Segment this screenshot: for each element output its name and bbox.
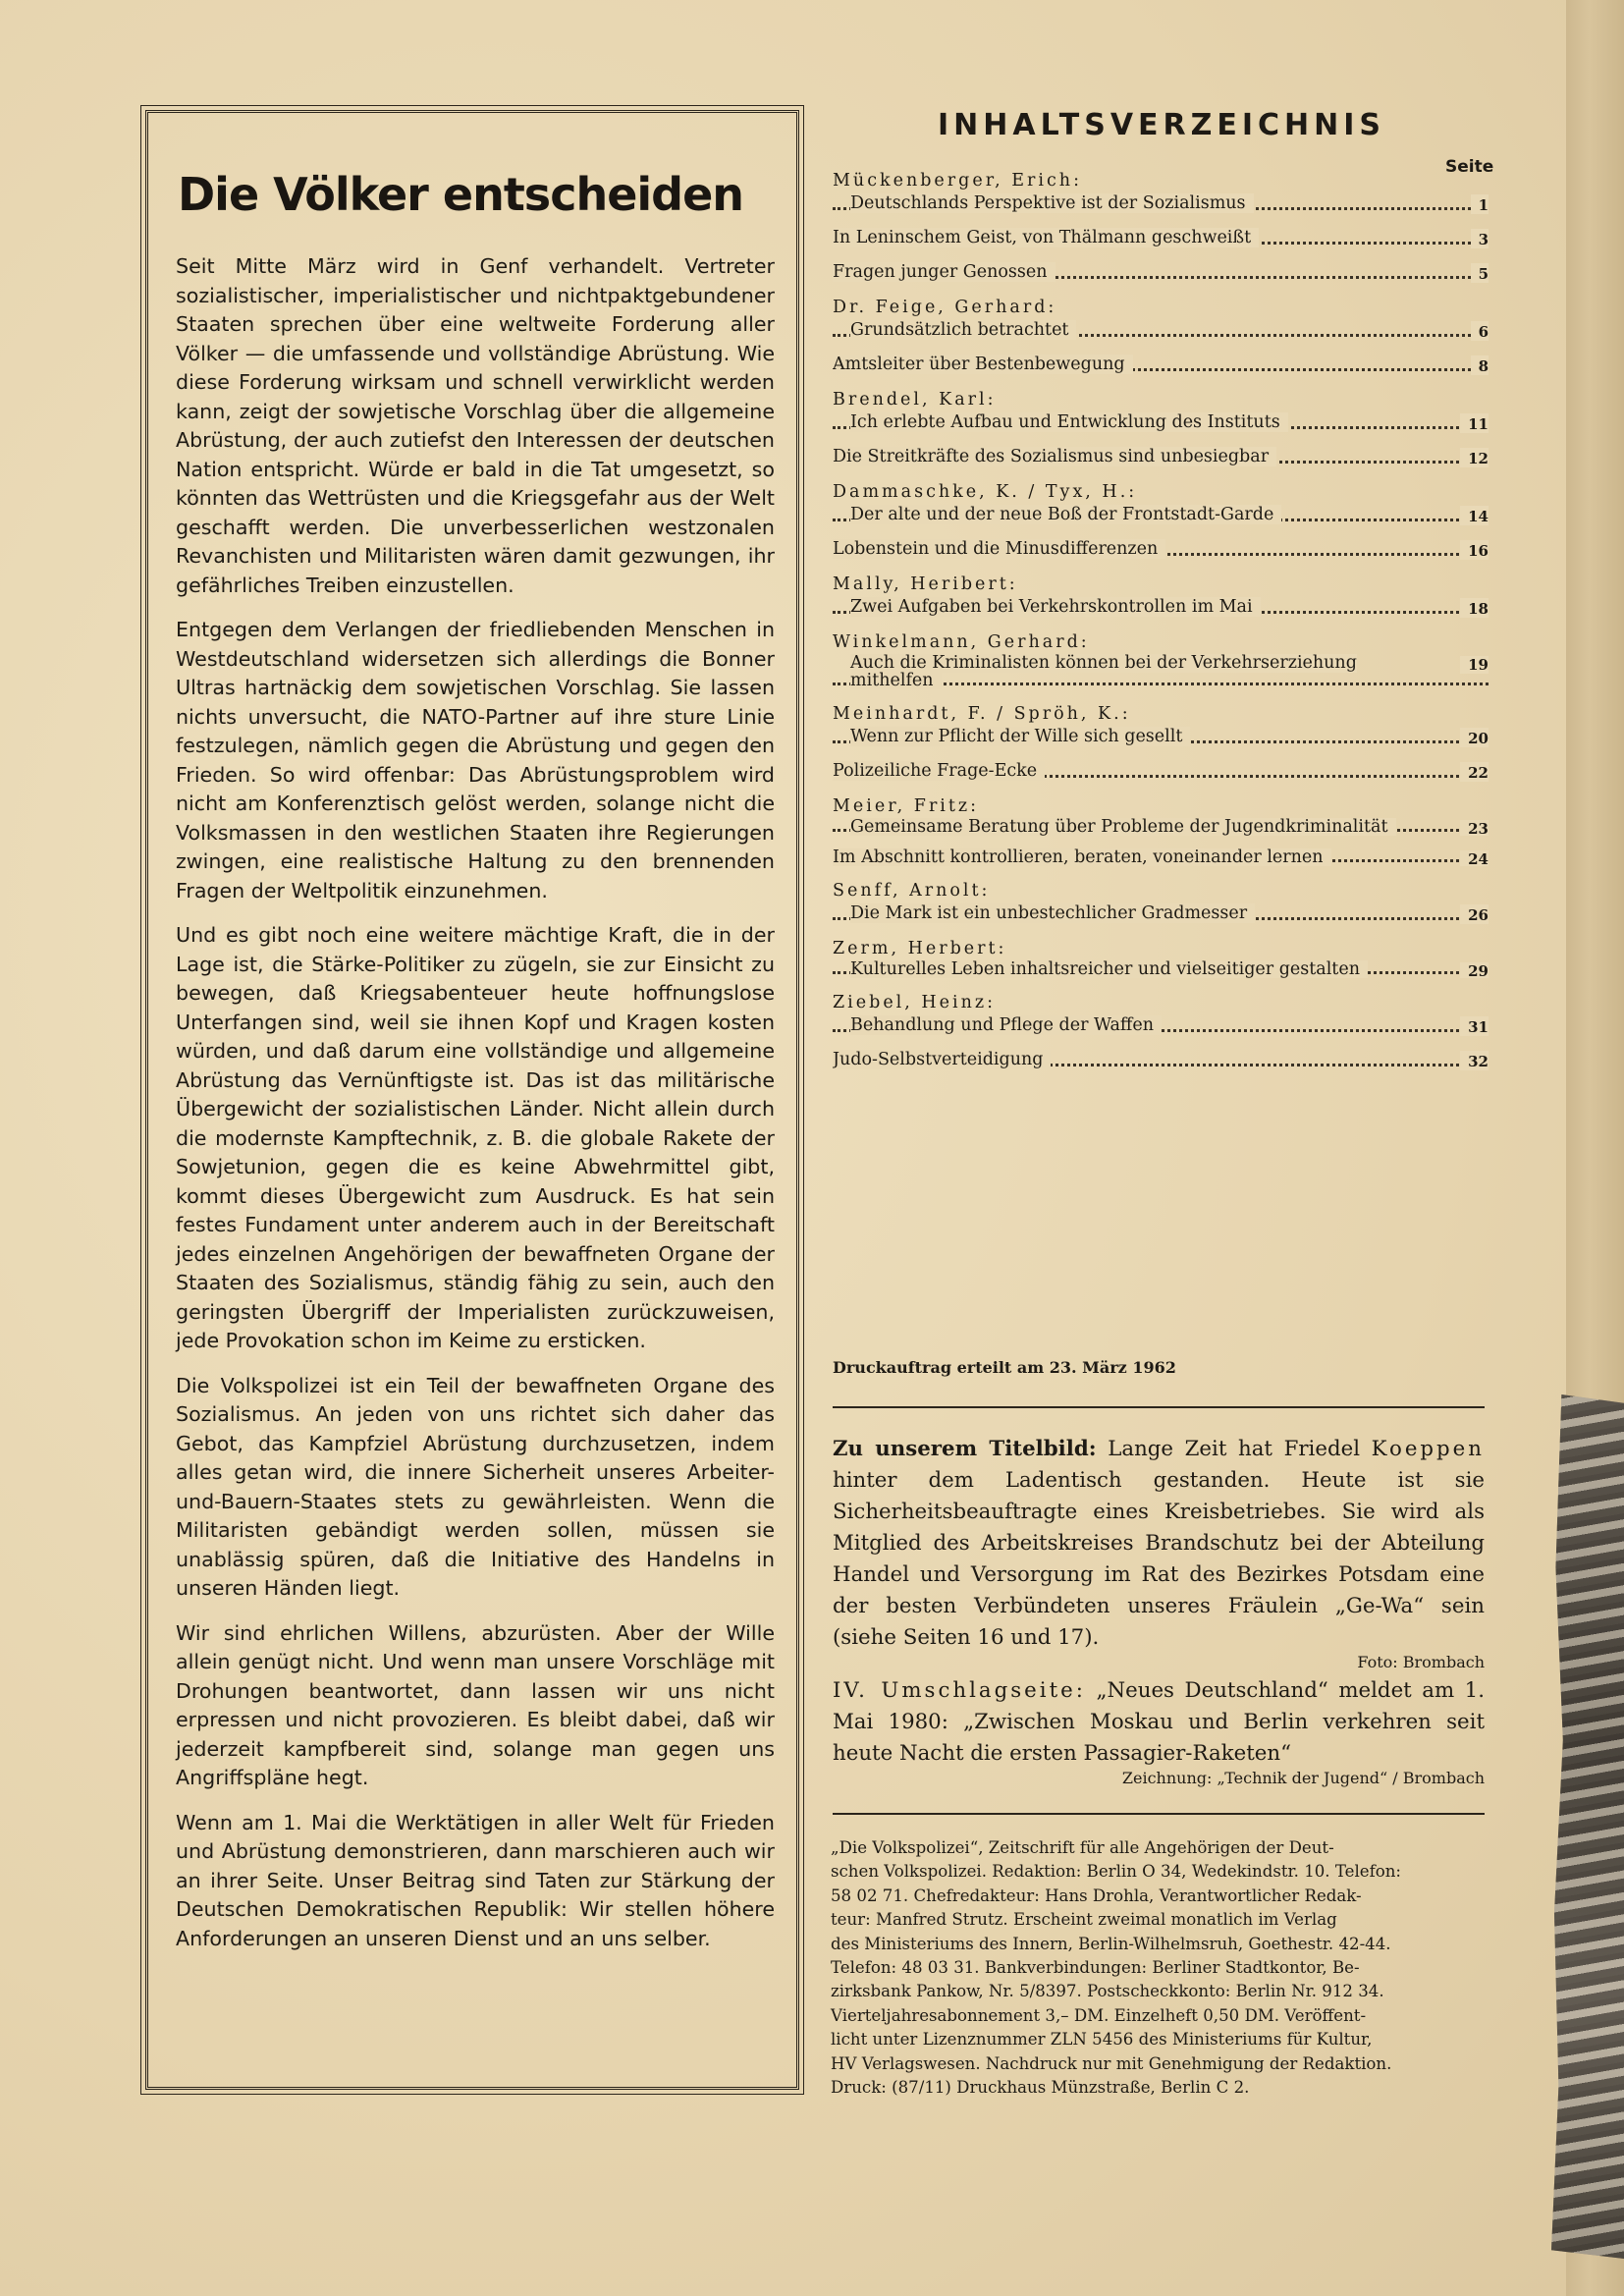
toc-entry-title: Fragen junger Genossen bbox=[833, 262, 1056, 282]
toc-title: INHALTSVERZEICHNIS bbox=[938, 108, 1386, 142]
toc-entry-line bbox=[833, 726, 1489, 747]
toc-entry-title: Grundsätzlich betrachtet bbox=[850, 320, 1076, 340]
toc-entry-page: 5 bbox=[1471, 263, 1489, 283]
imprint-line: licht unter Lizenznummer ZLN 5456 des Ministeriums für Kultur, bbox=[831, 2030, 1373, 2050]
toc-entry-author: Mückenberger, Erich: bbox=[833, 171, 1082, 191]
toc-entry-line bbox=[833, 818, 1489, 836]
toc-entry-line bbox=[833, 902, 1489, 924]
imprint-line: Vierteljahresabonnement 3,– DM. Einzelheft 0,50 DM. Veröffent- bbox=[831, 2005, 1367, 2025]
imprint bbox=[831, 1836, 1483, 2100]
toc-entry-line bbox=[833, 654, 1489, 689]
section-divider bbox=[833, 1813, 1485, 1815]
toc-entry bbox=[833, 227, 1489, 248]
toc-entry-page: 16 bbox=[1460, 540, 1489, 560]
imprint-line: Druck: (87/11) Druckhaus Münzstraße, Berlin C 2. bbox=[831, 2078, 1250, 2098]
imprint-line: „Die Volkspolizei“, Zeitschrift für alle Angehörigen der Deut- bbox=[831, 1838, 1334, 1857]
toc-entry bbox=[833, 354, 1489, 375]
photo-credit: Foto: Brombach bbox=[1357, 1653, 1485, 1671]
toc-entry bbox=[833, 1049, 1489, 1070]
toc-entry bbox=[833, 937, 1489, 978]
toc-entry bbox=[833, 538, 1489, 560]
toc-entry-author: Winkelmann, Gerhard: bbox=[833, 632, 1090, 652]
toc-entry-line bbox=[833, 1049, 1489, 1070]
toc-entry-line bbox=[833, 504, 1489, 525]
imprint-line: schen Volkspolizei. Redaktion: Berlin O 34, Wedekindstr. 10. Telefon: bbox=[831, 1862, 1401, 1882]
table-of-contents bbox=[833, 169, 1489, 1083]
toc-entry-page: 23 bbox=[1460, 820, 1489, 836]
cover-caption-text-cont: hinter dem Ladentisch gestanden. Heute ist sie Sicherheitsbeauftragte eines Kreisbetriebes. Sie wird als Mitglied des Arbeitskreises Brandschutz bei der Abteilung Handel und Versorgung im Rat des Bezirkes Potsdam eine der besten Verbündeten unseres Fräulein „Ge-Wa“ sein (siehe Seiten 16 und 17). bbox=[833, 1468, 1485, 1650]
imprint-line: teur: Manfred Strutz. Erscheint zweimal monatlich im Verlag bbox=[831, 1910, 1337, 1930]
cover-caption bbox=[833, 1434, 1485, 1654]
toc-entry bbox=[833, 991, 1489, 1036]
toc-entry-line bbox=[833, 1014, 1489, 1036]
imprint-line: HV Verlagswesen. Nachdruck nur mit Genehmigung der Redaktion. bbox=[831, 2053, 1392, 2073]
back-cover-heading: IV. Umschlagseite: bbox=[833, 1678, 1086, 1703]
imprint-line: 58 02 71. Chefredakteur: Hans Drohla, Verantwortlicher Redak- bbox=[831, 1886, 1362, 1905]
toc-entry-line bbox=[833, 354, 1489, 375]
toc-entry-author: Ziebel, Heinz: bbox=[833, 993, 996, 1012]
toc-entry-page: 12 bbox=[1460, 448, 1489, 467]
article-paragraph: Entgegen dem Verlangen der friedliebenden Menschen in Westdeutschland widersetzen sich allerdings die Bonner Ultras hartnäckig dem sowjetischen Vorschlag. Sie lassen nichts unversucht, die NATO-Partner auf ihre sture Linie festzulegen, nämlich gegen die Abrüstung und gegen den Frieden. So wird offenbar: Das Abrüstungsproblem wird nicht am Konferenztisch gelöst werden, solange nicht die Volksmassen in den westlichen Staaten ihre Regierungen zwingen, eine realistische Haltung zu den brennenden Fragen der Weltpolitik einzunehmen. bbox=[176, 618, 775, 902]
article-paragraph: Wir sind ehrlichen Willens, abzurüsten. Aber der Wille allein genügt nicht. Und wenn man unsere Vorschläge mit Drohungen beantwortet, dann lassen wir uns nicht erpressen und nicht provozieren. Es bleibt dabei, daß wir jederzeit kampfbereit sind, solange man gegen uns Angriffspläne hegt. bbox=[176, 1620, 775, 1789]
toc-entry bbox=[833, 573, 1489, 618]
toc-entry bbox=[833, 296, 1489, 341]
toc-entry-line bbox=[833, 538, 1489, 560]
toc-entry-title: Die Streitkräfte des Sozialismus sind unbesiegbar bbox=[833, 447, 1276, 466]
toc-entry-line bbox=[833, 319, 1489, 341]
toc-entry-page: 6 bbox=[1471, 321, 1489, 341]
toc-entry-line bbox=[833, 596, 1489, 618]
toc-entry bbox=[833, 446, 1489, 467]
toc-entry-title: Gemeinsame Beratung über Probleme der Jugendkriminalität bbox=[850, 818, 1396, 836]
imprint-line: zirksbank Pankow, Nr. 5/8397. Postscheckkonto: Berlin Nr. 912 34. bbox=[831, 1982, 1384, 2001]
toc-entry bbox=[833, 630, 1489, 689]
toc-entry-line bbox=[833, 848, 1489, 866]
cover-caption-text: Lange Zeit hat Friedel bbox=[1108, 1437, 1361, 1461]
toc-entry-title: Im Abschnitt kontrollieren, beraten, voneinander lernen bbox=[833, 848, 1331, 866]
section-divider bbox=[833, 1406, 1485, 1408]
toc-entry-page: 24 bbox=[1460, 850, 1489, 866]
toc-entry-title: Die Mark ist ein unbestechlicher Gradmesser bbox=[850, 903, 1255, 923]
toc-page-column-label: Seite bbox=[1445, 157, 1494, 177]
toc-entry-page: 22 bbox=[1460, 762, 1489, 782]
article-paragraph: Die Volkspolizei ist ein Teil der bewaffneten Organe des Sozialismus. An jeden von uns richtet sich daher das Gebot, das Kampfziel Abrüstung durchzusetzen, indem alles getan wird, die innere Sicherheit unseres Arbeiter- und-Bauern-Staates stets zu gewährleisten. Wenn die Militaristen gebändigt werden sollen, müssen sie unablässig spüren, daß die Initiative des Handelns in unseren Händen liegt. bbox=[176, 1373, 775, 1600]
toc-entry bbox=[833, 760, 1489, 782]
toc-entry-title: Wenn zur Pflicht der Wille sich gesellt bbox=[850, 727, 1190, 746]
toc-entry-line bbox=[833, 411, 1489, 433]
toc-entry-page: 29 bbox=[1460, 962, 1489, 978]
toc-entry-title: Judo-Selbstverteidigung bbox=[833, 1050, 1051, 1069]
article-paragraph: Wenn am 1. Mai die Werktätigen in aller Welt für Frieden und Abrüstung demonstrieren, dann marschieren auch wir an ihrer Seite. Unser Beitrag sind Taten zur Stärkung der Deutschen Demokratischen Republik: Wir stellen höhere Anforderungen an unseren Dienst und an uns selber. bbox=[176, 1810, 775, 1950]
toc-entry-line bbox=[833, 960, 1489, 978]
toc-entry-line bbox=[833, 446, 1489, 467]
cover-notes bbox=[833, 1434, 1485, 1791]
article-title: Die Völker entscheiden bbox=[178, 168, 744, 221]
back-cover-note bbox=[833, 1675, 1485, 1770]
toc-entry-title: Deutschlands Perspektive ist der Sozialismus bbox=[850, 193, 1254, 213]
toc-entry-page: 26 bbox=[1460, 904, 1489, 924]
toc-entry-title: Der alte und der neue Boß der Frontstadt-Garde bbox=[850, 505, 1281, 524]
toc-entry-line bbox=[833, 192, 1489, 214]
print-order-note: Druckauftrag erteilt am 23. März 1962 bbox=[833, 1358, 1176, 1377]
toc-entry-author: Dr. Feige, Gerhard: bbox=[833, 298, 1057, 317]
toc-entry-title: Ich erlebte Aufbau und Entwicklung des Instituts bbox=[850, 412, 1288, 432]
imprint-line: des Ministeriums des Innern, Berlin-Wilhelmsruh, Goethestr. 42-44. bbox=[831, 1934, 1391, 1953]
toc-entry-title: Auch die Kriminalisten können bei der Verkehrserziehung mithelfen bbox=[850, 654, 1357, 689]
toc-entry-page: 18 bbox=[1460, 598, 1489, 618]
article-paragraph: Und es gibt noch eine weitere mächtige Kraft, die in der Lage ist, die Stärke-Politiker zu zügeln, sie zur Einsicht zu bewegen, daß Kriegsabenteuer heute hoffnungslose Unterfangen sind, weil sie ihnen Kopf und Kragen kosten würden, und daß darum eine vollständige und allgemeine Abrüstung das Vernünftigste ist. Das ist das militärische Übergewicht der sozialistischen Länder. Nicht allein durch die modernste Kampftechnik, z. B. die globale Rakete der Sowjetunion, gegen die es keine Abwehrmittel gibt, kommt dieses Übergewicht zum Ausdruck. Es hat sein festes Fundament unter anderem auch in der Bereitschaft jedes einzelnen Angehörigen der bewaffneten Organe der Staaten des Sozialismus, ständig fähig zu sein, auch den geringsten Übergriff der Imperialisten zurückzuweisen, jede Provokation schon im Keime zu ersticken. bbox=[176, 923, 775, 1352]
toc-entry-page: 31 bbox=[1460, 1016, 1489, 1036]
toc-entry bbox=[833, 848, 1489, 866]
toc-entry-title: Zwei Aufgaben bei Verkehrskontrollen im Mai bbox=[850, 597, 1261, 617]
toc-entry bbox=[833, 702, 1489, 747]
toc-entry-author: Meinhardt, F. / Spröh, K.: bbox=[833, 704, 1131, 724]
toc-entry bbox=[833, 480, 1489, 525]
toc-entry-line bbox=[833, 261, 1489, 283]
toc-entry-author: Brendel, Karl: bbox=[833, 390, 997, 410]
article-body bbox=[176, 252, 775, 1969]
cover-person-name: Koeppen bbox=[1371, 1437, 1486, 1461]
toc-entry-title: Behandlung und Pflege der Waffen bbox=[850, 1015, 1162, 1035]
drawing-credit: Zeichnung: „Technik der Jugend“ / Brombach bbox=[1121, 1769, 1485, 1787]
toc-entry-page: 11 bbox=[1460, 413, 1489, 433]
toc-entry-page: 1 bbox=[1471, 194, 1489, 214]
toc-entry bbox=[833, 879, 1489, 924]
article-paragraph: Seit Mitte März wird in Genf verhandelt. Vertreter sozialistischer, imperialistischer und nichtpaktgebundener Staaten sprechen über eine weltweite Forderung aller Völker — die umfassende und vollständige Abrüstung. Wie diese Forderung wirksam und schnell verwirklicht werden kann, zeigt der sowjetische Vorschlag über die allgemeine Abrüstung, der auch zutiefst den Interessen der deutschen Nation entspricht. Würde er bald in die Tat umgesetzt, so könnten das Wettrüsten und die Kriegsgefahr aus der Welt geschafft werden. Die unverbesserlichen westzonalen Revanchisten und Militaristen wären damit gezwungen, ihr gefährliches Treiben einzustellen. bbox=[176, 254, 775, 597]
toc-entry bbox=[833, 261, 1489, 283]
cover-caption-heading: Zu unserem Titelbild: bbox=[833, 1437, 1097, 1461]
toc-entry-page: 20 bbox=[1460, 728, 1489, 747]
toc-entry-page: 14 bbox=[1460, 506, 1489, 525]
torn-cover-fragment bbox=[1551, 1394, 1624, 2259]
toc-entry-line bbox=[833, 760, 1489, 782]
toc-entry bbox=[833, 388, 1489, 433]
back-cover-text: „Neues Deutschland“ meldet am 1. Mai 1980: „Zwischen Moskau und Berlin verkehren seit heute Nacht die ersten Passagier-Raketen“ bbox=[833, 1678, 1486, 1766]
toc-entry-title: Kulturelles Leben inhaltsreicher und vielseitiger gestalten bbox=[850, 960, 1368, 978]
toc-entry-author: Meier, Fritz: bbox=[833, 796, 980, 816]
toc-entry-page: 32 bbox=[1460, 1051, 1489, 1070]
toc-entry-author: Dammaschke, K. / Tyx, H.: bbox=[833, 482, 1138, 502]
toc-entry-line bbox=[833, 227, 1489, 248]
toc-entry-page: 3 bbox=[1471, 229, 1489, 248]
toc-entry-page: 19 bbox=[1460, 656, 1489, 674]
toc-entry-author: Senff, Arnolt: bbox=[833, 881, 991, 901]
toc-entry-author: Mally, Heribert: bbox=[833, 574, 1018, 594]
toc-entry-title: In Leninschem Geist, von Thälmann geschweißt bbox=[833, 228, 1259, 247]
toc-entry-title: Amtsleiter über Bestenbewegung bbox=[833, 355, 1133, 374]
toc-entry bbox=[833, 169, 1489, 214]
editorial-box bbox=[145, 110, 799, 2090]
toc-entry-author: Zerm, Herbert: bbox=[833, 939, 1007, 958]
toc-entry-title: Lobenstein und die Minusdifferenzen bbox=[833, 539, 1165, 559]
imprint-line: Telefon: 48 03 31. Bankverbindungen: Berliner Stadtkontor, Be- bbox=[831, 1958, 1360, 1978]
toc-entry-title: Polizeiliche Frage-Ecke bbox=[833, 761, 1045, 781]
toc-entry-page: 8 bbox=[1471, 355, 1489, 375]
toc-entry bbox=[833, 794, 1489, 836]
